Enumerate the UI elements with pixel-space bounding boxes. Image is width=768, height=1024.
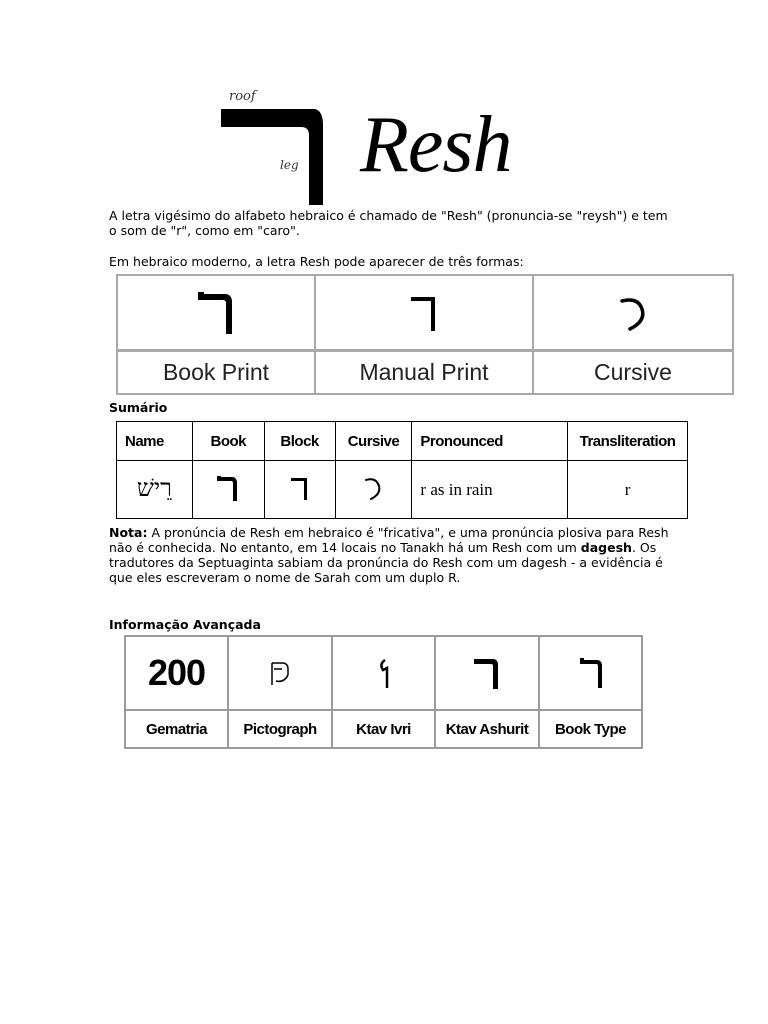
pictograph-head-icon (268, 659, 292, 687)
gematria-value: 200 (147, 652, 206, 693)
advanced-label-cell (333, 711, 436, 747)
summary-table (116, 421, 688, 519)
resh-manual-print-icon (409, 293, 439, 333)
leg-label: leg (280, 158, 299, 172)
advanced-label-cell (540, 711, 641, 747)
book-print-glyph (118, 276, 316, 352)
advanced-label: Book Type (554, 720, 627, 738)
advanced-label-cell (436, 711, 540, 747)
book-glyph-cell (192, 461, 264, 519)
resh-book-icon (215, 473, 241, 503)
summary-header-cell: Block (264, 422, 335, 461)
note-text-2: . Os tradutores da Septuaginta sabiam da pronúncia do Resh com um dagesh - a evidência é que eles escreveram o nome de Sarah com um duplo R. (109, 540, 663, 585)
forms-intro: Em hebraico moderno, a letra Resh pode aparecer de três formas: (109, 254, 524, 269)
intro-paragraph: A letra vigésimo do alfabeto hebraico é chamado de "Resh" (pronuncia-se "reysh") e tem o som de "r", como em "caro". (109, 208, 668, 238)
advanced-label-cell (229, 711, 333, 747)
ktav-ivri-glyph (333, 637, 436, 711)
note-text-1: A pronúncia de Resh em hebraico é "fricativa", e uma pronúncia plosiva para Resh não é conhecida. No entanto, em 14 locais no Tanakh há um Resh com um (109, 525, 669, 555)
roof-label: roof (229, 89, 256, 104)
advanced-table (124, 635, 643, 749)
forms-label-cell (534, 352, 732, 393)
summary-header-cell: Transliteration (568, 422, 688, 461)
summary-header-row (117, 422, 688, 461)
ktav-ashurit-resh-icon (472, 655, 502, 691)
forms-label: Cursive (594, 359, 672, 385)
summary-header-cell: Pronounced (412, 422, 568, 461)
forms-label-cell (316, 352, 534, 393)
forms-label-cell (118, 352, 316, 393)
forms-table (116, 274, 734, 395)
ktav-ashurit-glyph (436, 637, 540, 711)
advanced-label: Gematria (145, 720, 208, 738)
summary-data-row (117, 461, 688, 519)
note-label: Nota: (109, 525, 148, 540)
hebrew-name-cell: רֵישׁ (117, 461, 193, 519)
cursive-glyph-cell (335, 461, 412, 519)
advanced-label: Ktav Ivri (356, 720, 411, 738)
book-type-resh-icon (578, 656, 604, 690)
pronounced-cell: r as in rain (412, 461, 568, 519)
block-glyph-cell (264, 461, 335, 519)
resh-letter-diagram-icon (215, 85, 335, 210)
resh-header-graphic (215, 85, 555, 210)
summary-heading: Sumário (109, 400, 168, 415)
advanced-label-cell (126, 711, 229, 747)
summary-header-cell: Book (192, 422, 264, 461)
book-type-glyph (540, 637, 641, 711)
manual-print-glyph (316, 276, 534, 352)
gematria-value-cell (126, 637, 229, 711)
pictograph-glyph (229, 637, 333, 711)
summary-header-cell: Cursive (335, 422, 412, 461)
resh-cursive-icon (616, 293, 650, 333)
advanced-heading: Informação Avançada (109, 617, 261, 632)
resh-block-icon (289, 474, 311, 502)
note-paragraph (109, 525, 669, 585)
note-bold-word: dagesh (580, 540, 632, 555)
advanced-label: Ktav Ashurit (445, 720, 529, 738)
forms-label: Manual Print (359, 359, 489, 385)
cursive-glyph (534, 276, 732, 352)
resh-cursive-small-icon (362, 474, 384, 502)
advanced-label: Pictograph (243, 720, 317, 738)
forms-label: Book Print (162, 359, 270, 385)
ktav-ivri-resh-icon (375, 656, 393, 690)
summary-header-cell: Name (117, 422, 193, 461)
transliteration-cell: r (568, 461, 688, 519)
header-title: Resh (360, 101, 512, 189)
resh-book-print-icon (196, 290, 236, 336)
